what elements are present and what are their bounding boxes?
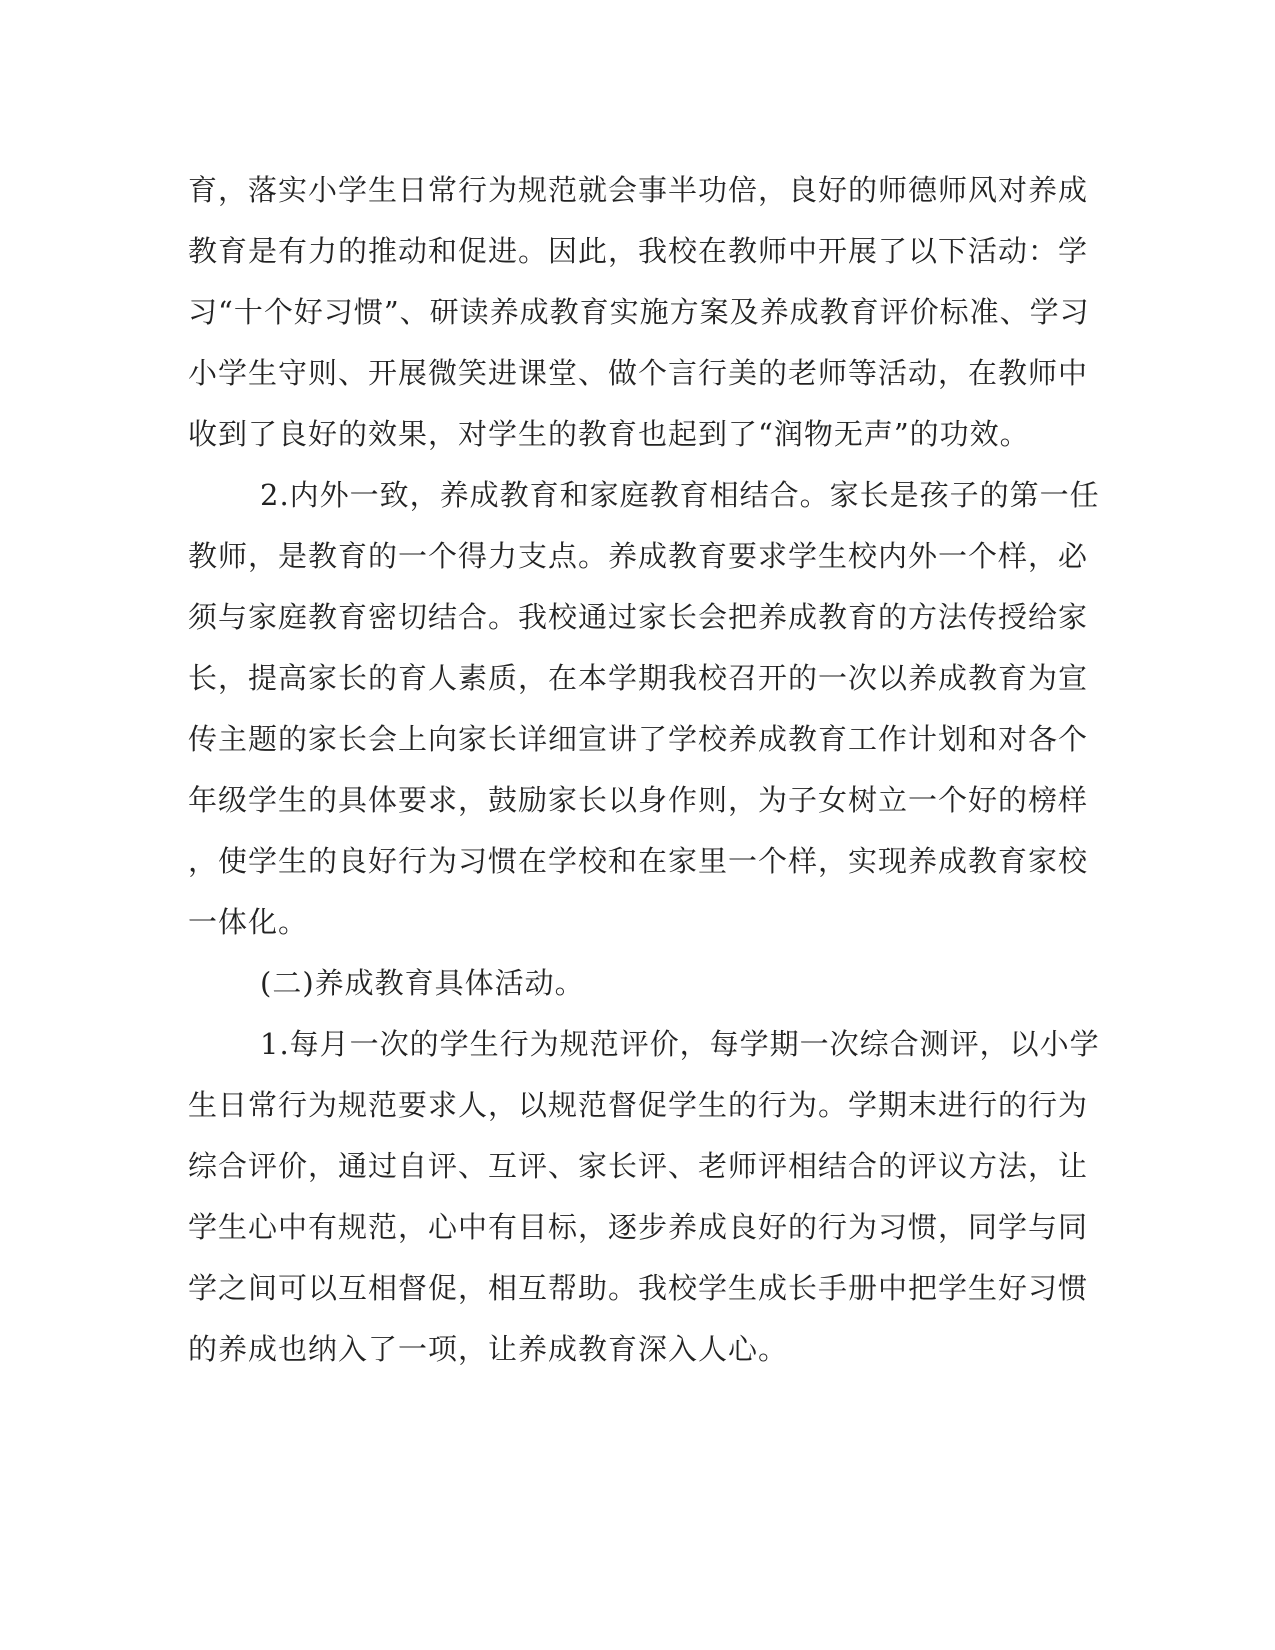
text-line: 小学生守则、开展微笑进课堂、做个言行美的老师等活动，在教师中 [188,356,1089,390]
text-line: 2.内外一致，养成教育和家庭教育相结合。家长是孩子的第一任 [260,478,1100,512]
text-line: 一体化。 [188,905,309,939]
text-line: 传主题的家长会上向家长详细宣讲了学校养成教育工作计划和对各个 [188,722,1089,756]
text-line: 习“十个好习惯”、研读养成教育实施方案及养成教育评价标准、学习 [188,295,1090,329]
text-line: 学之间可以互相督促，相互帮助。我校学生成长手册中把学生好习惯 [188,1271,1089,1305]
text-line: (二)养成教育具体活动。 [260,966,585,1000]
text-line: 综合评价，通过自评、互评、家长评、老师评相结合的评议方法，让 [188,1149,1089,1183]
text-line: 育，落实小学生日常行为规范就会事半功倍，良好的师德师风对养成 [188,173,1089,207]
text-line: 收到了良好的效果，对学生的教育也起到了“润物无声”的功效。 [188,417,1030,451]
body-text [188,160,1100,1380]
text-line: 教育是有力的推动和促进。因此，我校在教师中开展了以下活动：学 [188,234,1089,268]
text-line: 教师，是教育的一个得力支点。养成教育要求学生校内外一个样，必 [188,539,1089,573]
text-line: 学生心中有规范，心中有目标，逐步养成良好的行为习惯，同学与同 [188,1210,1089,1244]
text-line: 1.每月一次的学生行为规范评价，每学期一次综合测评，以小学 [260,1027,1100,1061]
text-line: 长，提高家长的育人素质，在本学期我校召开的一次以养成教育为宣 [188,661,1089,695]
text-line: ，使学生的良好行为习惯在学校和在家里一个样，实现养成教育家校 [188,844,1089,878]
text-line: 年级学生的具体要求，鼓励家长以身作则，为子女树立一个好的榜样 [188,783,1089,817]
text-line: 须与家庭教育密切结合。我校通过家长会把养成教育的方法传授给家 [188,600,1089,634]
text-line: 生日常行为规范要求人，以规范督促学生的行为。学期末进行的行为 [188,1088,1089,1122]
text-line: 的养成也纳入了一项，让养成教育深入人心。 [188,1332,789,1366]
